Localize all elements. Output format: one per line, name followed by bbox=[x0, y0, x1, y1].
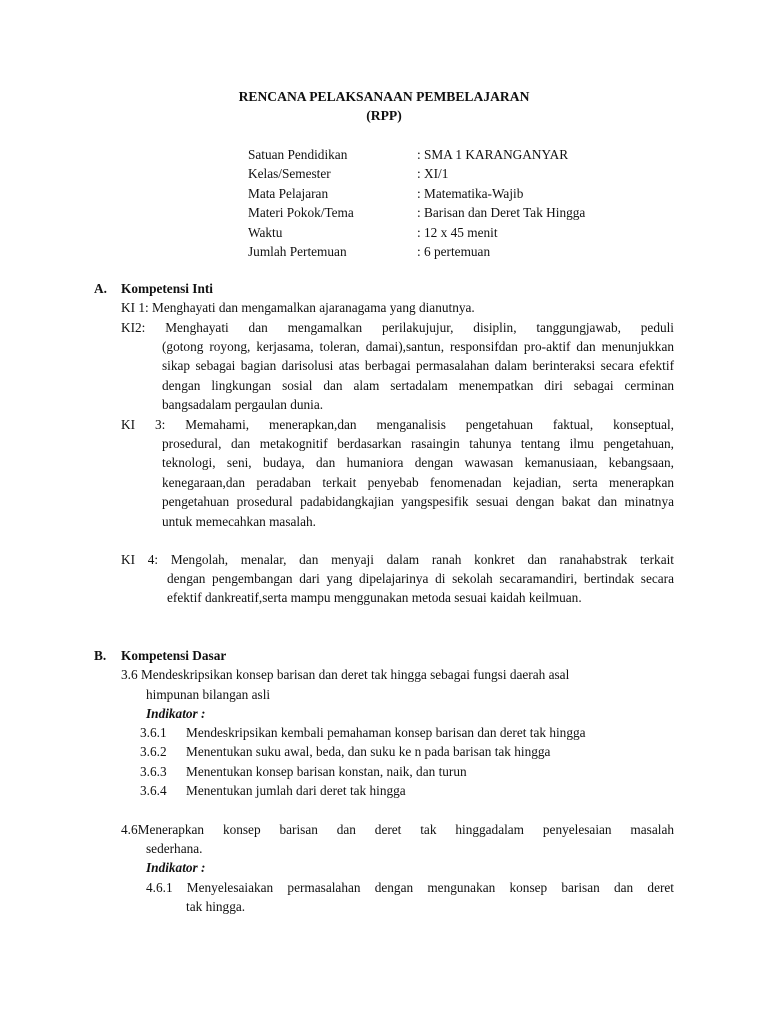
identity-row bbox=[248, 203, 678, 222]
ki3-continuation: prosedural, dan metakognitif berdasarkan rasaingin tahunya tentang ilmu pengetahuan, teknologi, seni, budaya, dan humaniora dengan wawasan kemanusiaan, kebangsaan, kenegaraan,dan peradaban terkait penyebab fenomenadan kejadian, serta menerapkan pengetahuan prosedural padabidangkajian yangspesifik sesuai dengan bakat dan minatnya untuk memecahkan masalah. bbox=[162, 436, 674, 529]
indikator-label: Indikator : bbox=[146, 706, 206, 721]
ind461-continuation: tak hingga. bbox=[186, 899, 246, 914]
indicator-number: 3.6.2 bbox=[140, 744, 167, 759]
indicator-number: 3.6.1 bbox=[140, 725, 167, 740]
ki3-first-line: KI 3: Memahami, menerapkan,dan menganalisis pengetahuan faktual, konseptual, bbox=[121, 417, 674, 432]
kd46-continuation: sederhana. bbox=[146, 841, 203, 856]
ki2-first-line: KI2: Menghayati dan mengamalkan perilakujujur, disiplin, tanggungjawab, peduli bbox=[121, 320, 674, 335]
kd36-first-line: 3.6 Mendeskripsikan konsep barisan dan deret tak hingga sebagai fungsi daerah asal bbox=[121, 667, 570, 682]
identity-value: : 12 x 45 menit bbox=[417, 224, 498, 240]
section-a-title: Kompetensi Inti bbox=[121, 281, 213, 296]
ki4-first-line: KI 4: Mengolah, menalar, dan menyaji dalam ranah konkret dan ranahabstrak terkait bbox=[121, 552, 674, 567]
indikator-label: Indikator : bbox=[146, 860, 206, 875]
indicator-text: Menentukan konsep barisan konstan, naik, dan turun bbox=[186, 764, 467, 779]
ind461-first-line: 4.6.1 Menyelesaiakan permasalahan dengan mengunakan konsep barisan dan deret bbox=[146, 880, 674, 895]
identity-row bbox=[248, 223, 678, 242]
indicator-number: 3.6.3 bbox=[140, 764, 167, 779]
identity-label: Kelas/Semester bbox=[248, 166, 331, 182]
identity-table bbox=[248, 145, 678, 261]
indicator-text: Menentukan suku awal, beda, dan suku ke n pada barisan tak hingga bbox=[186, 744, 551, 759]
identity-value: : Matematika-Wajib bbox=[417, 185, 524, 201]
document-title: RENCANA PELAKSANAAN PEMBELAJARAN bbox=[238, 89, 530, 104]
identity-row bbox=[248, 184, 678, 203]
identity-row bbox=[248, 145, 678, 164]
identity-row bbox=[248, 242, 678, 261]
identity-label: Materi Pokok/Tema bbox=[248, 205, 354, 221]
ki2-continuation: (gotong royong, kerjasama, toleran, damai),santun, responsifdan pro-aktif dan menunjukkan sikap sebagai bagian darisolusi atas berbagai permasalahan dalam berinteraksi secara efektif dengan lingkungan sosial dan alam sertadalam menempatkan diri sebagai cerminan bangsadalam pergaulan dunia. bbox=[162, 339, 674, 413]
section-b-letter: B. bbox=[94, 648, 107, 663]
identity-value: : SMA 1 KARANGANYAR bbox=[417, 147, 569, 162]
ki1-text: KI 1: Menghayati dan mengamalkan ajaranagama yang dianutnya. bbox=[121, 300, 475, 315]
identity-label: Satuan Pendidikan bbox=[248, 147, 348, 162]
section-a-letter: A. bbox=[94, 281, 107, 296]
identity-label: Jumlah Pertemuan bbox=[248, 243, 347, 259]
identity-value: : 6 pertemuan bbox=[417, 243, 491, 259]
identity-label: Mata Pelajaran bbox=[248, 185, 329, 201]
indicator-text: Mendeskripsikan kembali pemahaman konsep barisan dan deret tak hingga bbox=[186, 725, 586, 740]
identity-row bbox=[248, 164, 678, 183]
kd46-first-line: 4.6Menerapkan konsep barisan dan deret tak hinggadalam penyelesaian masalah bbox=[121, 822, 674, 837]
section-b-title: Kompetensi Dasar bbox=[121, 648, 227, 663]
document-subtitle: (RPP) bbox=[366, 108, 402, 123]
indicator-number: 3.6.4 bbox=[140, 783, 167, 798]
ki4-continuation: dengan pengembangan dari yang dipelajarinya di sekolah secaramandiri, bertindak secara efektif dankreatif,serta mampu menggunakan metoda sesuai kaidah keilmuan. bbox=[167, 571, 674, 606]
identity-label: Waktu bbox=[248, 224, 283, 240]
indicator-text: Menentukan jumlah dari deret tak hingga bbox=[186, 783, 406, 798]
identity-value: : XI/1 bbox=[417, 166, 449, 182]
kd36-continuation: himpunan bilangan asli bbox=[146, 687, 271, 702]
identity-value: : Barisan dan Deret Tak Hingga bbox=[417, 205, 586, 221]
